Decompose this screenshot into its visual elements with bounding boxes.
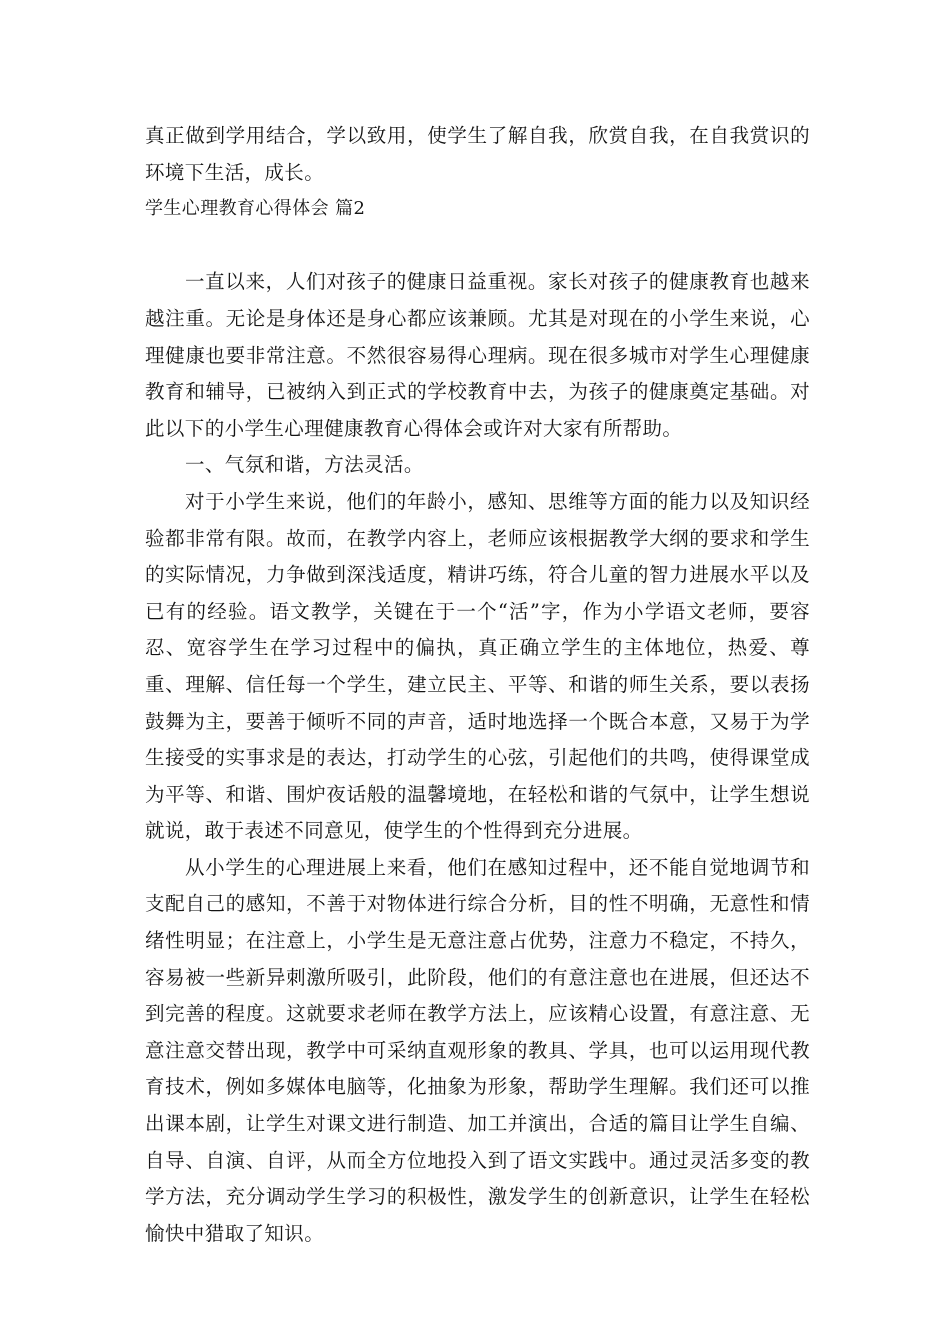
document-body (145, 118, 810, 1252)
body-paragraph-2: 从小学生的心理进展上来看，他们在感知过程中，还不能自觉地调节和支配自己的感知，不善于对物体进行综合分析，目的性不明确，无意性和情绪性明显；在注意上，小学生是无意注意占优势，注意力不稳定，不持久，容易被一些新异刺激所吸引，此阶段，他们的有意注意也在进展，但还达不到完善的程度。这就要求老师在教学方法上，应该精心设置，有意注意、无意注意交替出现，教学中可采纳直观形象的教具、学具，也可以运用现代教育技术，例如多媒体电脑等，化抽象为形象，帮助学生理解。我们还可以推出课本剧，让学生对课文进行制造、加工并演出，合适的篇目让学生自编、自导、自演、自评，从而全方位地投入到了语文实践中。通过灵活多变的教学方法，充分调动学生学习的积极性，激发学生的创新意识，让学生在轻松愉快中猎取了知识。 (145, 855, 810, 1245)
subheading-paragraph: 一、气氛和谐，方法灵活。 (185, 453, 424, 477)
section-title: 学生心理教育心得体会 篇2 (145, 198, 366, 220)
body-paragraph-1: 对于小学生来说，他们的年龄小，感知、思维等方面的能力以及知识经验都非常有限。故而，在教学内容上，老师应该根据教学大纲的要求和学生的实际情况，力争做到深浅适度，精讲巧练，符合儿童的智力进展水平以及已有的经验。语文教学，关键在于一个“活”字，作为小学语文老师，要容忍、宽容学生在学习过程中的偏执，真正确立学生的主体地位，热爱、尊重、理解、信任每一个学生，建立民主、平等、和谐的师生关系，要以表扬鼓舞为主，要善于倾听不同的声音，适时地选择一个既合本意，又易于为学生接受的实事求是的表达，打动学生的心弦，引起他们的共鸣，使得课堂成为平等、和谐、围炉夜话般的温馨境地，在轻松和谐的气氛中，让学生想说就说，敢于表述不同意见，使学生的个性得到充分进展。 (145, 489, 810, 843)
intro-paragraph: 一直以来，人们对孩子的健康日益重视。家长对孩子的健康教育也越来越注重。无论是身体还是身心都应该兼顾。尤其是对现在的小学生来说，心理健康也要非常注意。不然很容易得心理病。现在很多城市对学生心理健康教育和辅导，已被纳入到正式的学校教育中去，为孩子的健康奠定基础。对此以下的小学生心理健康教育心得体会或许对大家有所帮助。 (145, 270, 810, 440)
continuation-paragraph: 真正做到学用结合，学以致用，使学生了解自我，欣赏自我，在自我赏识的环境下生活，成长。 (145, 124, 810, 184)
blank-line (145, 228, 810, 265)
